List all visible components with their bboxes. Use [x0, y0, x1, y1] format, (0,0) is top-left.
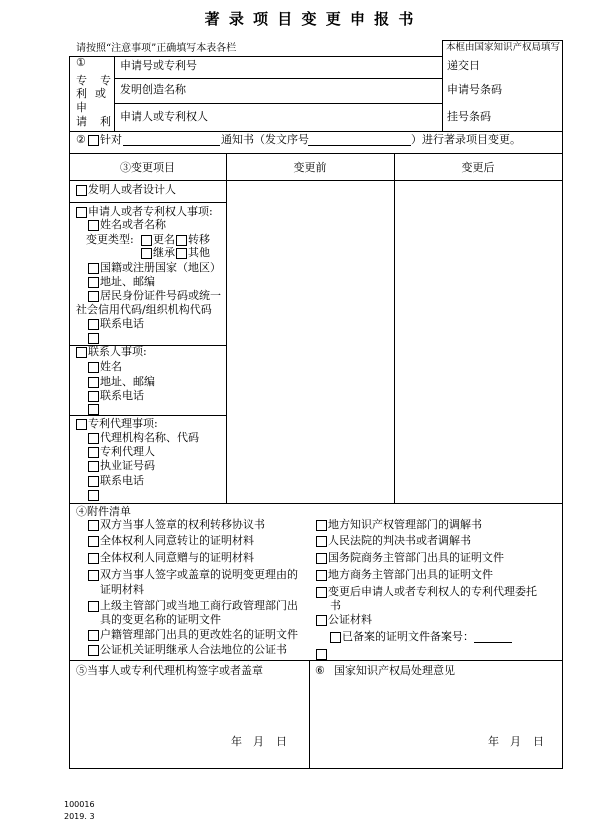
office-opinion-title: 国家知识产权局处理意见 — [334, 664, 455, 677]
notice-name-blank[interactable] — [123, 133, 220, 146]
side-label-char: 专 — [100, 74, 111, 87]
after-change-field[interactable] — [395, 181, 562, 503]
before-change-field[interactable] — [227, 181, 394, 503]
section-rule — [69, 660, 563, 661]
attachment-checkbox[interactable] — [88, 520, 99, 531]
section-1-number: ① — [76, 56, 86, 69]
attachment-checkbox[interactable] — [316, 520, 327, 531]
attachment-label: 全体权利人同意赠与的证明材料 — [100, 551, 254, 564]
office-box-top-rule — [442, 40, 563, 41]
application-number-field[interactable] — [232, 57, 441, 78]
group-rule — [69, 202, 226, 203]
office-box-header: 本框由国家知识产权局填写 — [446, 42, 561, 53]
attachment-label: 公证机关证明继承人合法地位的公证书 — [100, 643, 287, 656]
attachment-checkbox[interactable] — [88, 645, 99, 656]
attachment-label-continued: 证明材料 — [100, 583, 144, 596]
patent-agent-checkbox[interactable] — [88, 447, 99, 458]
agency-matters-checkbox[interactable] — [76, 419, 87, 430]
attachment-label: 国务院商务主管部门出具的证明文件 — [328, 551, 504, 564]
applicant-label: 申请人或专利权人 — [120, 110, 208, 123]
section-2-number: ② — [76, 133, 86, 146]
attachment-checkbox[interactable] — [88, 601, 99, 612]
contact-phone-label: 联系电话 — [100, 389, 144, 402]
attachment-label: 全体权利人同意转让的证明材料 — [100, 534, 254, 547]
contact-matters-checkbox[interactable] — [76, 347, 87, 358]
application-barcode-label: 申请号条码 — [447, 83, 502, 96]
registered-mail-barcode-label: 挂号条码 — [447, 110, 491, 123]
change-type-inherit-checkbox[interactable] — [141, 248, 152, 259]
change-type-other-checkbox[interactable] — [176, 248, 187, 259]
office-date-year: 年 — [488, 735, 499, 748]
dispatch-number-blank[interactable] — [308, 133, 411, 146]
agency-matters-label: 专利代理事项: — [88, 417, 158, 430]
side-label-char: 专 — [76, 74, 87, 87]
contact-name-label: 姓名 — [100, 360, 122, 373]
agency-name-label: 代理机构名称、代码 — [100, 431, 199, 444]
notarial-material-checkbox[interactable] — [316, 615, 327, 626]
attachment-checkbox[interactable] — [316, 587, 327, 598]
form-title: 著 录 项 目 变 更 申 报 书 — [204, 10, 416, 28]
section-rule — [69, 153, 563, 154]
notarial-material-label: 公证材料 — [328, 613, 372, 626]
change-type-transfer-label: 转移 — [188, 233, 210, 246]
agency-phone-label: 联系电话 — [100, 474, 144, 487]
attachment-label: 人民法院的判决书或者调解书 — [328, 534, 471, 547]
application-number-label: 申请号或专利号 — [120, 59, 197, 72]
id-number-label-continued: 社会信用代码/组织机构代码 — [76, 303, 212, 316]
contact-address-label: 地址、邮编 — [100, 375, 155, 388]
invention-title-label: 发明创造名称 — [120, 83, 186, 96]
signature-date-day: 日 — [276, 735, 287, 748]
side-label-char: 请 — [76, 115, 87, 128]
applicant-name-label: 姓名或者名称 — [100, 218, 166, 231]
invention-title-field[interactable] — [232, 79, 441, 103]
contact-other-checkbox[interactable] — [88, 404, 99, 415]
group-rule — [69, 415, 226, 416]
filed-certificate-checkbox[interactable] — [330, 632, 341, 643]
attachment-label: 双方当事人签章的权利转移协议书 — [100, 518, 265, 531]
agency-phone-checkbox[interactable] — [88, 476, 99, 487]
attachment-checkbox[interactable] — [88, 570, 99, 581]
table-right-rule — [562, 40, 563, 769]
attachment-other-checkbox[interactable] — [316, 649, 327, 660]
attachment-checkbox[interactable] — [316, 536, 327, 547]
section-2-text-middle: 通知书（发文序号 — [221, 133, 309, 146]
attachment-label: 上级主管部门或当地工商行政管理部门出 — [100, 599, 298, 612]
applicant-matters-checkbox[interactable] — [76, 207, 87, 218]
id-number-label: 居民身份证件号码或统一 — [100, 289, 221, 302]
nationality-checkbox[interactable] — [88, 263, 99, 274]
attachment-label: 户籍管理部门出具的更改姓名的证明文件 — [100, 628, 298, 641]
attachment-label: 变更后申请人或者专利权人的专利代理委托 — [328, 585, 537, 598]
signature-field[interactable] — [70, 680, 309, 730]
before-change-header: 变更前 — [293, 161, 327, 174]
contact-phone-checkbox[interactable] — [88, 391, 99, 402]
change-type-other-label: 其他 — [188, 246, 210, 259]
office-box-left-rule — [442, 40, 443, 131]
license-number-label: 执业证号码 — [100, 459, 155, 472]
filing-number-blank[interactable] — [474, 630, 512, 643]
attachment-label: 地方知识产权管理部门的调解书 — [328, 518, 482, 531]
change-type-inherit-label: 继承 — [153, 246, 175, 259]
side-label-char: 或 — [95, 87, 106, 100]
change-type-transfer-checkbox[interactable] — [176, 235, 187, 246]
attachment-checkbox[interactable] — [88, 553, 99, 564]
id-number-checkbox[interactable] — [88, 291, 99, 302]
agency-other-checkbox[interactable] — [88, 490, 99, 501]
attachment-checkbox[interactable] — [88, 630, 99, 641]
agency-name-checkbox[interactable] — [88, 433, 99, 444]
office-date-month: 月 — [510, 735, 521, 748]
attachment-label: 地方商务主管部门出具的证明文件 — [328, 568, 493, 581]
table-bottom-rule — [69, 768, 563, 769]
notice-checkbox[interactable] — [88, 135, 99, 146]
side-label-char: 申 — [76, 101, 87, 114]
attachment-checkbox[interactable] — [316, 553, 327, 564]
attachment-label-continued: 具的变更名称的证明文件 — [100, 613, 221, 626]
after-change-header: 变更后 — [461, 161, 495, 174]
applicant-phone-label: 联系电话 — [100, 317, 144, 330]
attachment-label: 双方当事人签字或盖章的说明变更理由的 — [100, 568, 298, 581]
section-6-number: ⑥ — [315, 664, 325, 677]
signature-date-year: 年 — [231, 735, 242, 748]
signature-date-month: 月 — [253, 735, 264, 748]
office-opinion-field[interactable] — [310, 680, 562, 730]
contact-name-checkbox[interactable] — [88, 362, 99, 373]
inventor-checkbox[interactable] — [76, 185, 87, 196]
applicant-other-checkbox[interactable] — [88, 333, 99, 344]
license-number-checkbox[interactable] — [88, 461, 99, 472]
attachments-title: ④附件清单 — [76, 505, 131, 518]
change-type-rename-label: 更名 — [153, 233, 175, 246]
signature-title: ⑤当事人或专利代理机构签字或者盖章 — [76, 664, 263, 677]
applicant-address-label: 地址、邮编 — [100, 275, 155, 288]
side-label-char: 利 — [76, 87, 87, 100]
applicant-address-checkbox[interactable] — [88, 277, 99, 288]
filed-certificate-label: 已备案的证明文件备案号： — [342, 630, 474, 643]
attachment-checkbox[interactable] — [316, 570, 327, 581]
contact-matters-label: 联系人事项: — [88, 345, 147, 358]
change-type-label: 变更类型: — [86, 233, 134, 246]
section-rule — [69, 131, 563, 132]
form-version: 2019. 3 — [64, 812, 95, 821]
office-date-day: 日 — [533, 735, 544, 748]
applicant-phone-checkbox[interactable] — [88, 319, 99, 330]
section-1-label-rule — [114, 56, 115, 131]
section-2-text-after: ）进行著录项目变更。 — [411, 133, 521, 146]
applicant-field[interactable] — [232, 104, 441, 131]
contact-address-checkbox[interactable] — [88, 377, 99, 388]
applicant-matters-label: 申请人或者专利权人事项: — [88, 205, 213, 218]
patent-agent-label: 专利代理人 — [100, 445, 155, 458]
attachment-label-continued: 书 — [330, 599, 341, 612]
instruction-text: 请按照“注意事项”正确填写本表各栏 — [76, 43, 237, 54]
submission-date-label: 递交日 — [447, 59, 480, 72]
change-item-header: ③变更项目 — [120, 161, 175, 174]
attachment-checkbox[interactable] — [88, 536, 99, 547]
form-code: 100016 — [64, 800, 95, 809]
change-type-rename-checkbox[interactable] — [141, 235, 152, 246]
side-label-char: 利 — [100, 115, 111, 128]
inventor-label: 发明人或者设计人 — [88, 183, 176, 196]
applicant-name-checkbox[interactable] — [88, 220, 99, 231]
section-2-text-before: 针对 — [100, 133, 122, 146]
section-rule — [69, 503, 563, 504]
nationality-label: 国籍或注册国家（地区） — [100, 261, 221, 274]
